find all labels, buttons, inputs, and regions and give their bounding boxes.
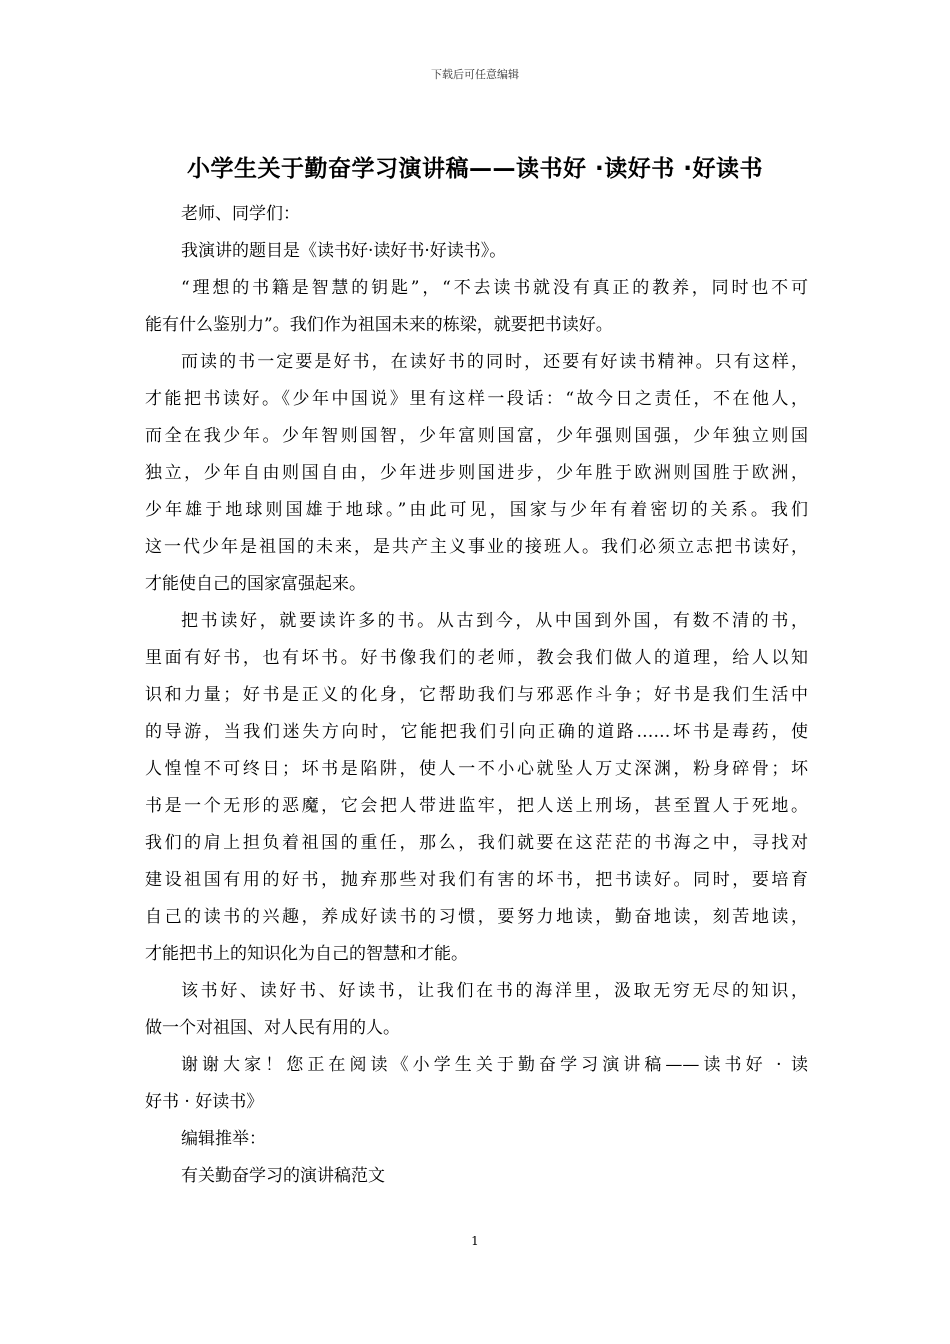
body-line: 好书 · 好读书》 <box>145 1092 264 1112</box>
body-line: 人惶惶不可终日；坏书是陷阱，使人一不小心就坠人万丈深渊，粉身碎骨；坏 <box>145 759 808 779</box>
page-number: 1 <box>471 1234 479 1248</box>
body-line: 我们的肩上担负着祖国的重任，那么，我们就要在这茫茫的书海之中，寻找对 <box>145 833 808 853</box>
body-line: 才能把书读好。《少年中国说》里有这样一段话：“故今日之责任，不在他人， <box>145 389 808 409</box>
body-line: 而全在我少年。少年智则国智，少年富则国富，少年强则国强，少年独立则国 <box>145 426 808 446</box>
body-line: 建设祖国有用的好书，抛弃那些对我们有害的坏书，把书读好。同时，要培育 <box>145 870 808 890</box>
header-note: 下载后可任意编辑 <box>431 68 519 81</box>
body-line: 的导游，当我们迷失方向时，它能把我们引向正确的道路……坏书是毒药，使 <box>145 722 808 742</box>
body-line: 有关勤奋学习的演讲稿范文 <box>181 1166 385 1186</box>
body-line: 少年雄于地球则国雄于地球。”由此可见，国家与少年有着密切的关系。我们 <box>145 500 808 520</box>
document-body <box>145 196 808 1195</box>
body-line: 编辑推举： <box>181 1129 266 1149</box>
body-line: 独立，少年自由则国自由，少年进步则国进步，少年胜于欧洲则国胜于欧洲， <box>145 463 808 483</box>
body-line: 自己的读书的兴趣，养成好读书的习惯，要努力地读，勤奋地读，刻苦地读， <box>145 907 808 927</box>
body-line: 而读的书一定要是好书，在读好书的同时，还要有好读书精神。只有这样， <box>181 352 808 372</box>
body-line: 才能使自己的国家富强起来。 <box>145 574 366 594</box>
body-line: 做一个对祖国、对人民有用的人。 <box>145 1018 400 1038</box>
body-line: “理想的书籍是智慧的钥匙”，“不去读书就没有真正的教养，同时也不可 <box>181 278 808 298</box>
body-line: 我演讲的题目是《读书好·读好书·好读书》。 <box>181 241 507 261</box>
body-line: 能有什么鉴别力”。我们作为祖国未来的栋梁，就要把书读好。 <box>145 315 613 335</box>
document-title: 小学生关于勤奋学习演讲稿——读书好 ·读好书 ·好读书 <box>187 156 763 182</box>
body-line: 把书读好，就要读许多的书。从古到今，从中国到外国，有数不清的书， <box>181 611 808 631</box>
body-line: 该书好、读好书、好读书，让我们在书的海洋里，汲取无穷无尽的知识， <box>181 981 808 1001</box>
body-line: 才能把书上的知识化为自己的智慧和才能。 <box>145 944 468 964</box>
body-line: 识和力量；好书是正义的化身，它帮助我们与邪恶作斗争；好书是我们生活中 <box>145 685 808 705</box>
body-line: 里面有好书，也有坏书。好书像我们的老师，教会我们做人的道理，给人以知 <box>145 648 808 668</box>
body-line: 书是一个无形的恶魔，它会把人带进监牢，把人送上刑场，甚至置人于死地。 <box>145 796 808 816</box>
body-line: 这一代少年是祖国的未来，是共产主义事业的接班人。我们必须立志把书读好， <box>145 537 808 557</box>
body-line: 谢谢大家！您正在阅读《小学生关于勤奋学习演讲稿——读书好 · 读 <box>181 1055 808 1075</box>
body-line: 老师、同学们： <box>181 204 300 224</box>
